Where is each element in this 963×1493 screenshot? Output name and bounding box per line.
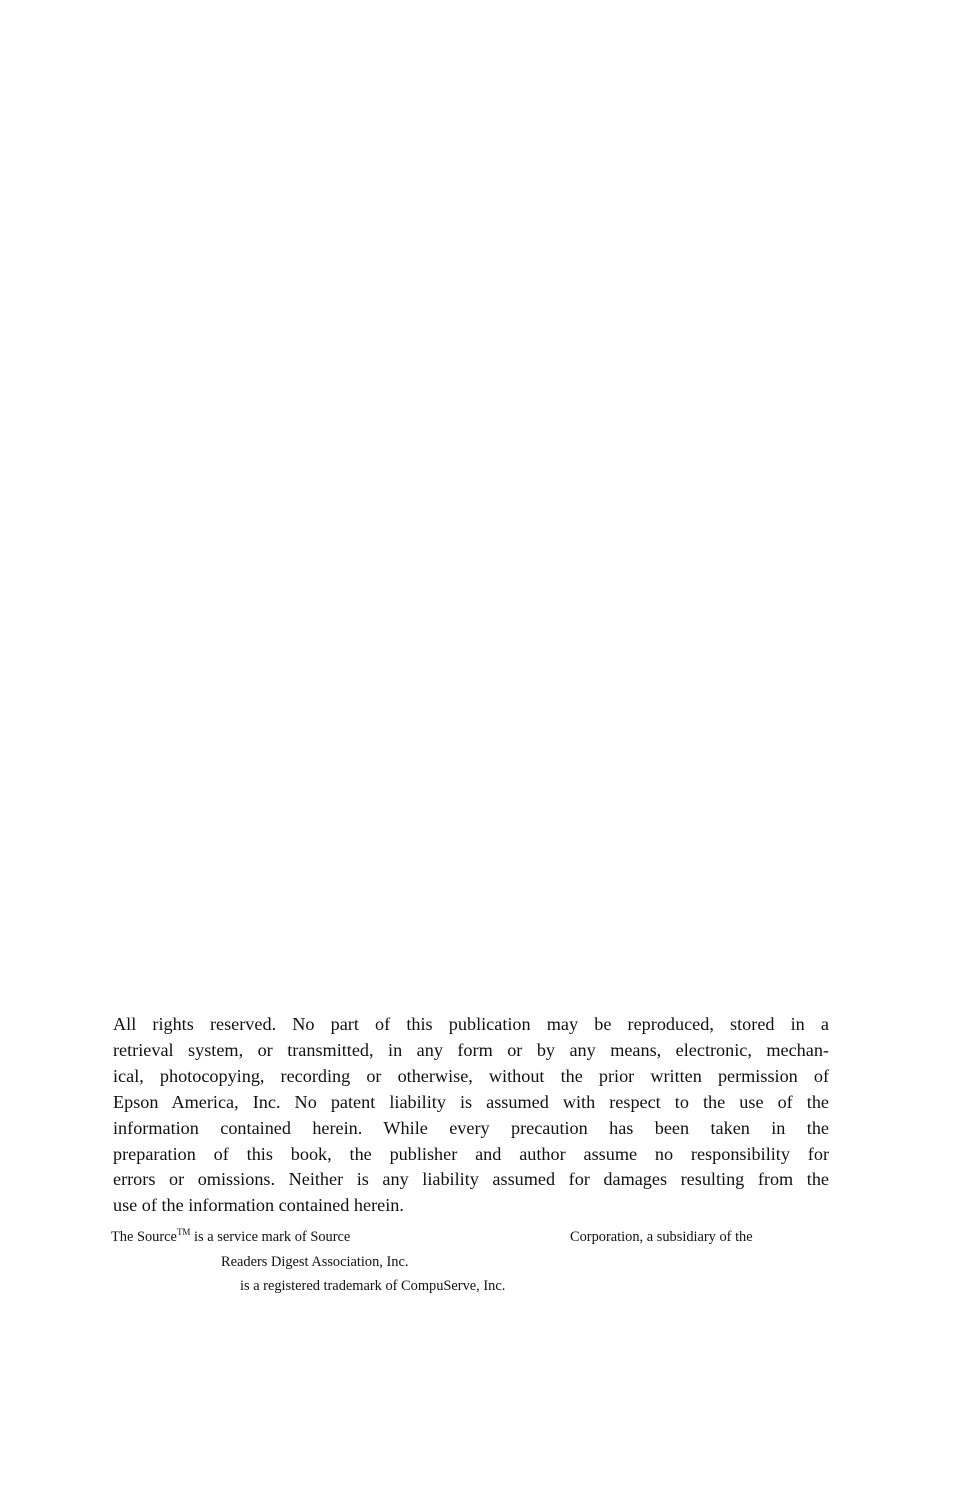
trademark-line-source [111,1228,350,1246]
copyright-line: preparation of this book, the publisher and author assume no responsibility for [113,1143,829,1164]
copyright-line: ical, photocopying, recording or otherwise, without the prior written permission of [113,1065,829,1086]
copyright-line: use of the information contained herein. [113,1195,404,1216]
copyright-line: All rights reserved. No part of this publication may be reproduced, stored in a [113,1014,829,1034]
copyright-line: retrieval system, or transmitted, in any form or by any means, electronic, mechan- [113,1039,829,1060]
trademark-line-compuserve: is a registered trademark of CompuServe, Inc. [240,1278,506,1294]
copyright-line: information contained herein. While every precaution has been taken in the [113,1117,829,1138]
copyright-line: errors or omissions. Neither is any liability assumed for damages resulting from the [113,1169,829,1190]
trademark-source-name: The Source [111,1229,177,1245]
trademark-source-text: is a service mark of Source [190,1229,351,1245]
copyright-line: Epson America, Inc. No patent liability is assumed with respect to the use of the [113,1091,829,1112]
copyright-notice [113,1012,829,1219]
trademark-line-readers-digest: Readers Digest Association, Inc. [221,1254,409,1270]
trademark-symbol: TM [176,1227,191,1238]
trademark-line-corporation: Corporation, a subsidiary of the [570,1229,753,1245]
